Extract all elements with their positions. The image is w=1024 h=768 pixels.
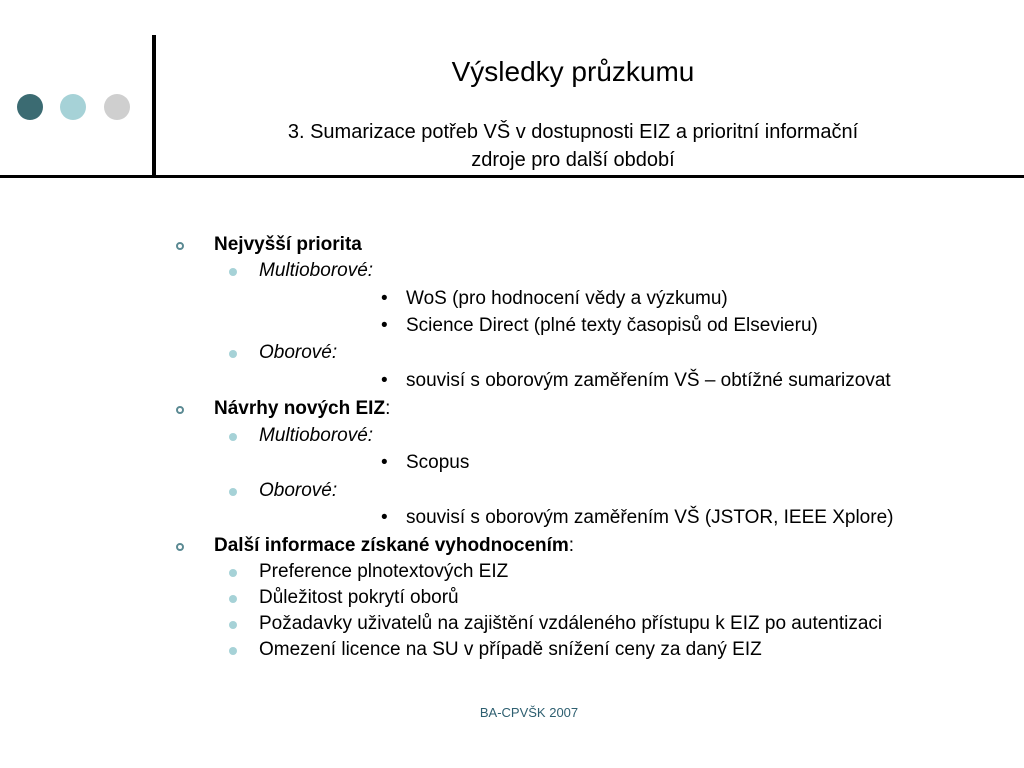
s1-obor-item-1: souvisí s oborovým zaměřením VŠ – obtížné sumarizovat <box>406 370 891 391</box>
s3-item-3: Požadavky uživatelů na zajištění vzdáleného přístupu k EIZ po autentizaci <box>259 613 883 634</box>
s3-item-1: Preference plnotextových EIZ <box>259 561 509 582</box>
s2-obor-label: Oborové: <box>259 480 338 501</box>
item-bullet: • <box>381 315 388 336</box>
item-bullet: • <box>381 452 388 473</box>
subtitle-line-2: zdroje pro další období <box>471 149 675 171</box>
s2-obor-item-1: souvisí s oborovým zaměřením VŠ (JSTOR, IEEE Xplore) <box>406 507 894 528</box>
sub-bullet-icon <box>229 647 237 655</box>
section-heading-3: Další informace získané vyhodnocením: <box>214 535 575 556</box>
subtitle-line-1: 3. Sumarizace potřeb VŠ v dostupnosti EIZ a prioritní informační <box>287 121 859 143</box>
section-bullet-icon <box>176 242 184 250</box>
s2-multi-label: Multioborové: <box>259 425 374 446</box>
sub-bullet-icon <box>229 488 237 496</box>
s1-multi-item-2: Science Direct (plné texty časopisů od Elsevieru) <box>406 315 818 336</box>
item-bullet: • <box>381 288 388 309</box>
section-heading-2: Návrhy nových EIZ: <box>214 398 391 419</box>
s1-obor-label: Oborové: <box>259 342 338 363</box>
s1-multi-item-1: WoS (pro hodnocení vědy a výzkumu) <box>406 288 728 309</box>
section-bullet-icon <box>176 406 184 414</box>
sub-bullet-icon <box>229 569 237 577</box>
s1-multi-label: Multioborové: <box>259 260 374 281</box>
footer-text: BA-CPVŠK 2007 <box>479 705 579 720</box>
decor-dot-teal <box>60 94 86 120</box>
s3-item-4: Omezení licence na SU v případě snížení ceny za daný EIZ <box>259 639 762 660</box>
sub-bullet-icon <box>229 268 237 276</box>
slide-subtitle <box>156 118 990 174</box>
s3-item-2: Důležitost pokrytí oborů <box>259 587 459 608</box>
decor-dot-gray <box>104 94 130 120</box>
sub-bullet-icon <box>229 350 237 358</box>
slide-title: Výsledky průzkumu <box>451 56 695 87</box>
decor-dot-dark <box>17 94 43 120</box>
sub-bullet-icon <box>229 433 237 441</box>
s2-multi-item-1: Scopus <box>406 452 470 473</box>
section-bullet-icon <box>176 543 184 551</box>
section-heading-1: Nejvyšší priorita <box>214 234 362 255</box>
sub-bullet-icon <box>229 595 237 603</box>
sub-bullet-icon <box>229 621 237 629</box>
header-horizontal-rule <box>0 175 1024 178</box>
item-bullet: • <box>381 507 388 528</box>
item-bullet: • <box>381 370 388 391</box>
